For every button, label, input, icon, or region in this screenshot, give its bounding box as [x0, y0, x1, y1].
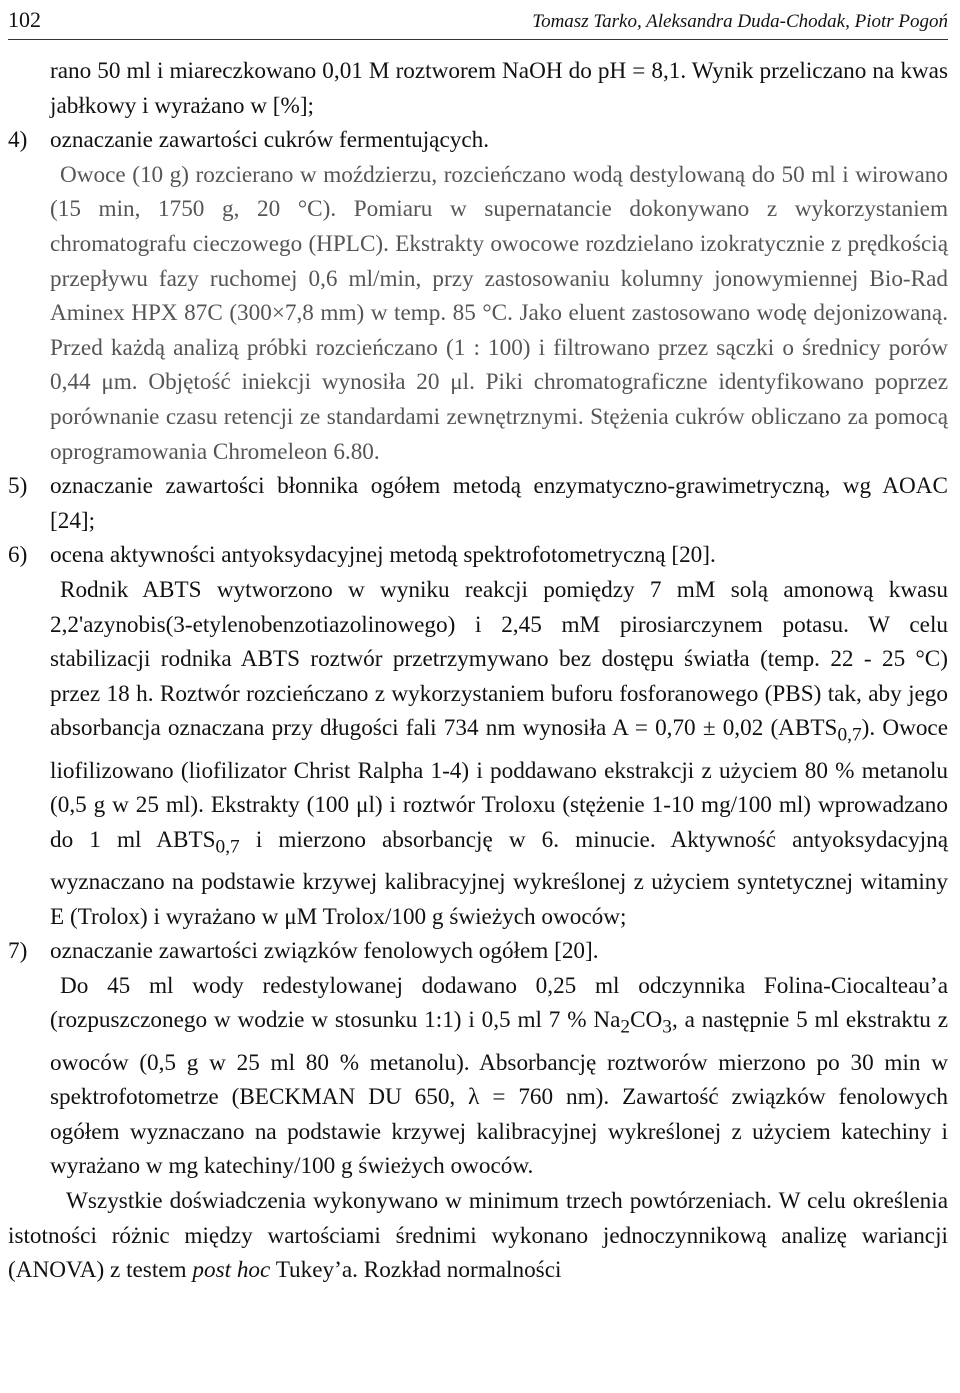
page-number: 102 — [8, 7, 41, 32]
subscript: 3 — [662, 1016, 672, 1038]
page-header — [8, 0, 948, 40]
list-item-7 — [8, 934, 948, 969]
list-item-4-body: Owoce (10 g) rozcierano w moździerzu, rozcieńczano wodą destylowaną do 50 ml i wirowano (15 min, 1750 g, 20 °C). Pomiaru w supernatancie dokonywano z wykorzystaniem chromatografu cieczowego (HPLC). Ekstrakty owocowe rozdzielano izokratycznie z prędkością przepływu fazy ruchomej 0,6 ml/min, przy zastosowaniu kolumny jonowymiennej Bio-Rad Aminex HPX 87C (300×7,8 mm) w temp. 85 °C. Jako eluent zastosowano wodę dejonizowaną. Przed każdą analizą próbki rozcieńczano (1 : 100) i filtrowano przez sączki o średnicy porów 0,44 μm. Objętość iniekcji wynosiła 20 μl. Piki chromatograficzne identyfikowano poprzez porównanie czasu retencji ze standardami zewnętrznymi. Stężenia cukrów obliczano za pomocą oprogramowania Chromeleon 6.80. — [50, 161, 948, 465]
list-item-6 — [8, 538, 948, 573]
paragraph-continued: rano 50 ml i miareczkowano 0,01 M roztworem NaOH do pH = 8,1. Wynik przeliczano na kwas jabłkowy i wyrażano w [%]; — [50, 58, 948, 119]
running-head-authors: Tomasz Tarko, Aleksandra Duda-Chodak, Piotr Pogoń — [532, 11, 948, 32]
list-item-5 — [8, 469, 948, 538]
list-number: 7) — [8, 938, 28, 965]
list-number: 5) — [8, 473, 28, 500]
subscript: 0,7 — [215, 836, 240, 858]
page-body — [8, 54, 948, 1288]
list-item-title: oznaczanie zawartości cukrów fermentujących. — [50, 127, 490, 154]
subscript: 0,7 — [837, 724, 862, 746]
list-number: 6) — [8, 542, 28, 569]
subscript: 2 — [620, 1016, 631, 1038]
list-item-title: ocena aktywności antyoksydacyjnej metodą spektrofotometryczną [20]. — [50, 542, 716, 569]
italic-term: post hoc — [192, 1257, 271, 1284]
list-item-title: oznaczanie zawartości związków fenolowych ogółem [20]. — [50, 938, 599, 965]
paragraph-statistics: Wszystkie doświadczenia wykonywano w minimum trzech powtórzeniach. W celu określenia istotności różnic między wartościami średnimi wykonano jednoczynnikową analizę wariancji (ANOVA) z testem post hoc Tukey’a. Rozkład normalności — [8, 1187, 948, 1284]
list-number: 4) — [8, 127, 28, 154]
list-item-4 — [8, 123, 948, 158]
list-item-text: oznaczanie zawartości błonnika ogółem metodą enzymatyczno-grawimetryczną, wg AOAC [24]; — [50, 473, 948, 534]
list-item-7-body: Do 45 ml wody redestylowanej dodawano 0,25 ml odczynnika Folina-Ciocalteau’a (rozpuszczonego w wodzie w stosunku 1:1) i 0,5 ml 7 % $Na_2CO_3$, a następnie 5 ml ekstraktu z owoców (0,5 g w 25 ml 80 % metanolu). Absorbancję roztworów mierzono po 30 min w spektrofotometrze (BECKMAN DU 650, λ = 760 nm). Zawartość związków fenolowych ogółem wyznaczano na podstawie krzywej kalibracyjnej wykreślonej z użyciem katechiny i wyrażano w mg katechiny/100 g świeżych owoców. — [50, 972, 948, 1180]
list-item-6-body: Rodnik ABTS wytworzono w wyniku reakcji pomiędzy 7 mM solą amonową kwasu 2,2'azynobis(3-etylenobenzotiazolinowego) i 2,45 mM pirosiarczynem potasu. W celu stabilizacji rodnika ABTS roztwór przetrzymywano bez dostępu światła (temp. 22 - 25 °C) przez 18 h. Roztwór rozcieńczano z wykorzystaniem buforu fosforanowego (PBS) tak, aby jego absorbancja oznaczana przy długości fali 734 nm wynosiła A = 0,70 ± 0,02 $(ABTS_{0,7})$. Owoce liofilizowano (liofilizator Christ Ralpha 1-4) i poddawano ekstrakcji z użyciem 80 % metanolu (0,5 g w 25 ml). Ekstrakty (100 μl) i roztwór Troloxu (stężenie 1-10 mg/100 ml) wprowadzano do 1 ml $ABTS_{0,7}$ i mierzono absorbancję w 6. minucie. Aktywność antyoksydacyjną wyznaczano na podstawie krzywej kalibracyjnej wykreślonej z użyciem syntetycznej witaminy E (Trolox) i wyrażano w μM Trolox/100 g świeżych owoców; — [50, 576, 948, 930]
